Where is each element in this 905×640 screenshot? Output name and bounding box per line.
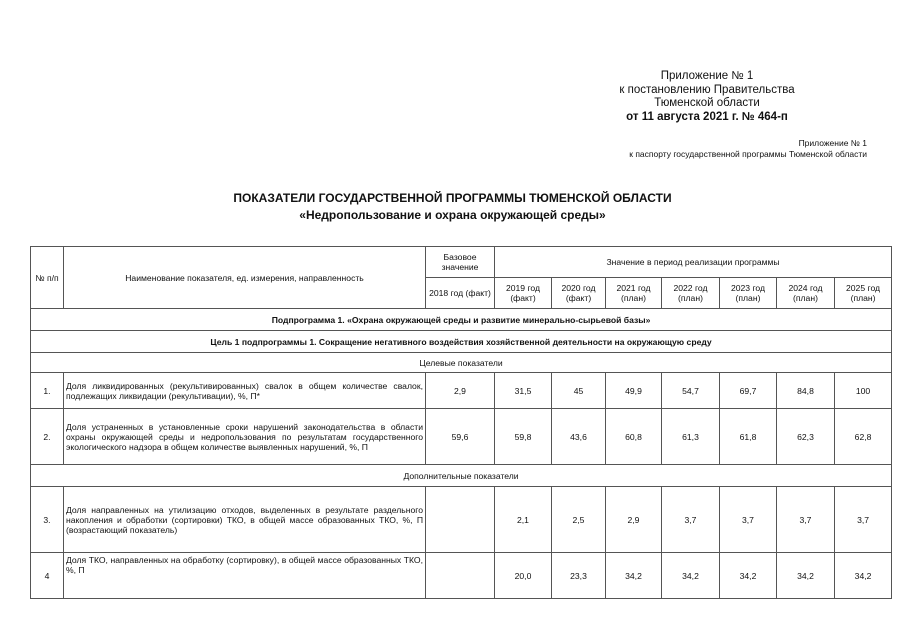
approval-stamp-government <box>597 70 817 124</box>
indicators-table <box>30 246 892 599</box>
cell-value: 59,6 <box>426 409 495 465</box>
cell-value: 43,6 <box>552 409 606 465</box>
indicator-name: Доля ликвидированных (рекультивированных) свалок в общем количестве свалок, подлежащих ликвидации (рекультивации), %, П* <box>64 373 426 409</box>
cell-value: 34,2 <box>662 553 720 599</box>
row-number: 1. <box>31 373 64 409</box>
cell-value: 59,8 <box>495 409 552 465</box>
cell-value: 84,8 <box>777 373 835 409</box>
subprogram-row: Подпрограмма 1. «Охрана окружающей среды и развитие минерально-сырьевой базы» <box>31 309 892 331</box>
title-line: ПОКАЗАТЕЛИ ГОСУДАРСТВЕННОЙ ПРОГРАММЫ ТЮМЕНСКОЙ ОБЛАСТИ <box>233 191 672 205</box>
header-year: 2021 год (план) <box>606 278 662 309</box>
target-indicators-header: Целевые показатели <box>31 353 892 373</box>
header-year: 2020 год (факт) <box>552 278 606 309</box>
cell-value: 61,8 <box>720 409 777 465</box>
cell-value: 3,7 <box>777 487 835 553</box>
cell-value: 2,9 <box>606 487 662 553</box>
approval-stamp-passport <box>629 138 867 160</box>
table-row <box>31 409 892 465</box>
header-year: 2022 год (план) <box>662 278 720 309</box>
row-number: 3. <box>31 487 64 553</box>
header-year: 2025 год (план) <box>835 278 892 309</box>
cell-value: 2,1 <box>495 487 552 553</box>
cell-value: 23,3 <box>552 553 606 599</box>
cell-value: 54,7 <box>662 373 720 409</box>
header-year: 2023 год (план) <box>720 278 777 309</box>
title-program-name: «Недропользование и охрана окружающей среды» <box>299 208 606 222</box>
cell-value: 2,9 <box>426 373 495 409</box>
cell-value: 34,2 <box>720 553 777 599</box>
header-indicator-name: Наименование показателя, ед. измерения, направленность <box>64 247 426 309</box>
header-year: 2019 год (факт) <box>495 278 552 309</box>
table-row <box>31 373 892 409</box>
header-year: 2018 год (факт) <box>426 278 495 309</box>
goal-row: Цель 1 подпрограммы 1. Сокращение негативного воздействия хозяйственной деятельности на окружающую среду <box>31 331 892 353</box>
table-row <box>31 553 892 599</box>
cell-value: 3,7 <box>835 487 892 553</box>
row-number: 4 <box>31 553 64 599</box>
passport-line: к паспорту государственной программы Тюменской области <box>629 149 867 159</box>
approval-date-number: от 11 августа 2021 г. № 464-п <box>626 110 788 123</box>
cell-value: 34,2 <box>777 553 835 599</box>
approval-line: к постановлению Правительства <box>619 83 795 96</box>
cell-value: 60,8 <box>606 409 662 465</box>
indicator-name: Доля ТКО, направленных на обработку (сортировку), в общей массе образованных ТКО, %, П <box>64 553 426 599</box>
approval-line: Тюменской области <box>654 97 760 109</box>
cell-value: 62,8 <box>835 409 892 465</box>
cell-value: 62,3 <box>777 409 835 465</box>
header-period-values: Значение в период реализации программы <box>495 247 892 278</box>
indicator-name: Доля устраненных в установленные сроки нарушений законодательства в области охраны окружающей среды и недропользования по результатам государственного экологического надзора в общем количестве выявленных нарушений, %, П <box>64 409 426 465</box>
indicator-name: Доля направленных на утилизацию отходов, выделенных в результате раздельного накопления и обработки (сортировки) ТКО, в общей массе образованных ТКО, %, П (возрастающий показатель) <box>64 487 426 553</box>
cell-value: 69,7 <box>720 373 777 409</box>
cell-value: 31,5 <box>495 373 552 409</box>
header-base-value: Базовое значение <box>426 247 495 278</box>
document-title <box>0 190 905 224</box>
cell-value: 3,7 <box>662 487 720 553</box>
header-year: 2024 год (план) <box>777 278 835 309</box>
cell-value <box>426 487 495 553</box>
cell-value: 34,2 <box>606 553 662 599</box>
row-number: 2. <box>31 409 64 465</box>
approval-line: Приложение № 1 <box>660 70 754 82</box>
cell-value: 34,2 <box>835 553 892 599</box>
cell-value: 45 <box>552 373 606 409</box>
header-number: № п/п <box>31 247 64 309</box>
additional-indicators-header: Дополнительные показатели <box>31 465 892 487</box>
passport-line: Приложение № 1 <box>798 138 867 148</box>
cell-value: 20,0 <box>495 553 552 599</box>
cell-value: 100 <box>835 373 892 409</box>
cell-value: 3,7 <box>720 487 777 553</box>
cell-value <box>426 553 495 599</box>
cell-value: 49,9 <box>606 373 662 409</box>
cell-value: 2,5 <box>552 487 606 553</box>
cell-value: 61,3 <box>662 409 720 465</box>
table-row <box>31 487 892 553</box>
